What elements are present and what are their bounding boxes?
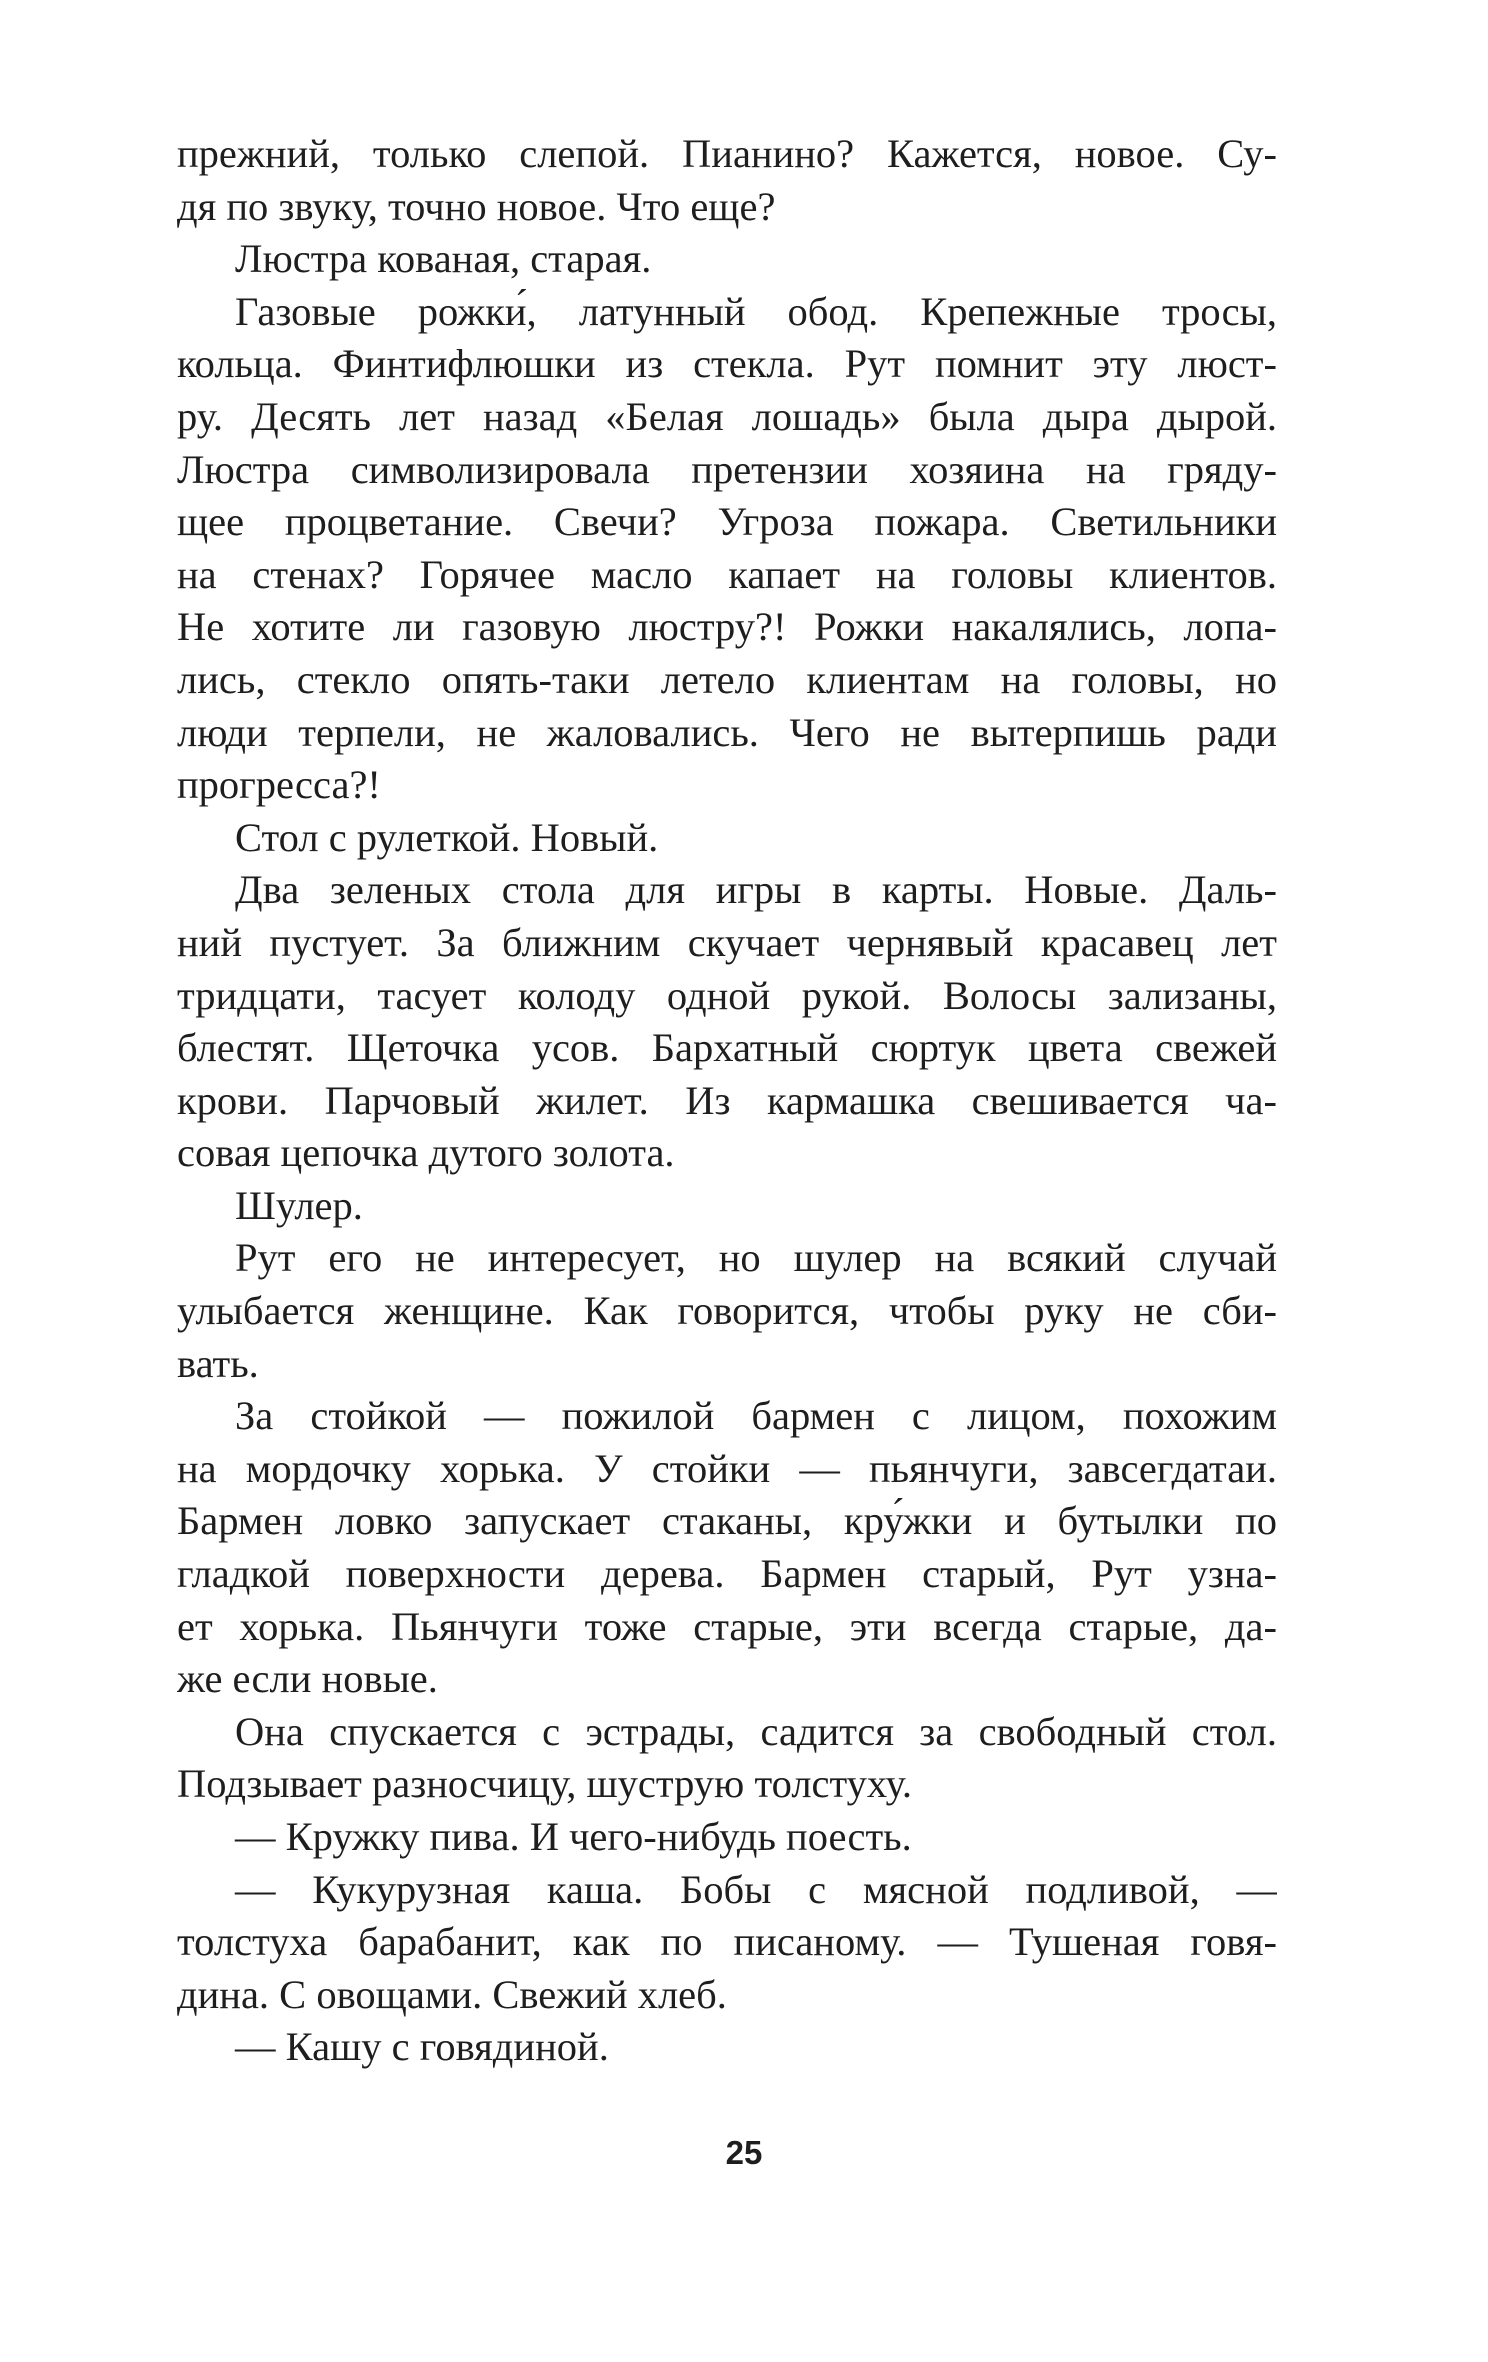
text-line: Люстра символизировала претензии хозяина на гряду-	[177, 446, 1277, 492]
text-line: тридцати, тасует колоду одной рукой. Волосы зализаны,	[177, 972, 1277, 1018]
text-line: Стол с рулеткой. Новый.	[235, 814, 659, 860]
text-line: крови. Парчовый жилет. Из кармашка свешивается ча-	[177, 1077, 1277, 1123]
paragraph	[177, 2021, 1277, 2074]
paragraph	[177, 812, 1277, 865]
paragraph	[177, 1706, 1277, 1811]
text-line: люди терпели, не жаловались. Чего не вытерпишь ради	[177, 709, 1277, 755]
text-line: ру. Десять лет назад «Белая лошадь» была дыра дырой.	[177, 393, 1277, 439]
text-line: — Кружку пива. И чего-нибудь поесть.	[235, 1814, 912, 1859]
text-line: Два зеленых стола для игры в карты. Новые. Даль-	[235, 867, 1277, 913]
text-line: Рут его не интересует, но шулер на всякий случай	[235, 1235, 1277, 1281]
paragraph	[177, 1390, 1277, 1706]
text-line: дя по звуку, точно новое. Что еще?	[177, 183, 776, 229]
text-line: улыбается женщине. Как говорится, чтобы руку не сби-	[177, 1288, 1277, 1334]
text-line: Она спускается с эстрады, садится за свободный стол.	[235, 1708, 1277, 1754]
text-line: вать.	[177, 1340, 259, 1386]
text-line: совая цепочка дутого золота.	[177, 1130, 675, 1176]
text-line: дина. С овощами. Свежий хлеб.	[177, 1971, 727, 2017]
text-line: — Кашу с говядиной.	[235, 2024, 609, 2070]
text-line: Шулер.	[235, 1182, 363, 1228]
text-line: прогресса?!	[177, 762, 381, 808]
text-line: лись, стекло опять-таки летело клиентам на головы, но	[177, 656, 1277, 702]
text-line: — Кукурузная каша. Бобы с мясной подливой, —	[235, 1866, 1277, 1912]
text-line: на мордочку хорька. У стойки — пьянчуги, завсегдатаи.	[177, 1445, 1277, 1491]
text-line: же если новые.	[177, 1656, 438, 1702]
paragraph	[177, 1232, 1277, 1390]
text-line: Бармен ловко запускает стаканы, кру́жки и бутылки по	[177, 1498, 1277, 1544]
text-line: кольца. Финтифлюшки из стекла. Рут помнит эту люст-	[177, 341, 1277, 387]
paragraph	[177, 1811, 1277, 1864]
text-line: щее процветание. Свечи? Угроза пожара. Светильники	[177, 499, 1277, 545]
paragraph	[177, 1864, 1277, 2022]
text-line: прежний, только слепой. Пианино? Кажется, новое. Су-	[177, 131, 1277, 176]
paragraph	[177, 128, 1277, 233]
text-line: гладкой поверхности дерева. Бармен старый, Рут узна-	[177, 1551, 1277, 1597]
body-text	[177, 128, 1277, 2074]
paragraph	[177, 864, 1277, 1180]
text-line: Подзывает разносчицу, шуструю толстуху.	[177, 1761, 912, 1807]
text-line: толстуха барабанит, как по писаному. — Тушеная говя-	[177, 1919, 1277, 1965]
text-line: ет хорька. Пьянчуги тоже старые, эти всегда старые, да-	[177, 1603, 1277, 1649]
text-line: блестят. Щеточка усов. Бархатный сюртук цвета свежей	[177, 1025, 1277, 1071]
paragraph	[177, 1180, 1277, 1233]
page-number: 25	[725, 2134, 763, 2171]
text-line: Не хотите ли газовую люстру?! Рожки накалялись, лопа-	[177, 604, 1277, 650]
paragraph	[177, 233, 1277, 286]
text-line: ний пустует. За ближним скучает чернявый красавец лет	[177, 919, 1277, 965]
text-line: на стенах? Горячее масло капает на головы клиентов.	[177, 551, 1277, 597]
text-line: За стойкой — пожилой бармен с лицом, похожим	[235, 1393, 1277, 1439]
paragraph	[177, 286, 1277, 812]
text-line: Газовые рожки́, латунный обод. Крепежные тросы,	[235, 288, 1277, 334]
text-line: Люстра кованая, старая.	[235, 236, 652, 282]
